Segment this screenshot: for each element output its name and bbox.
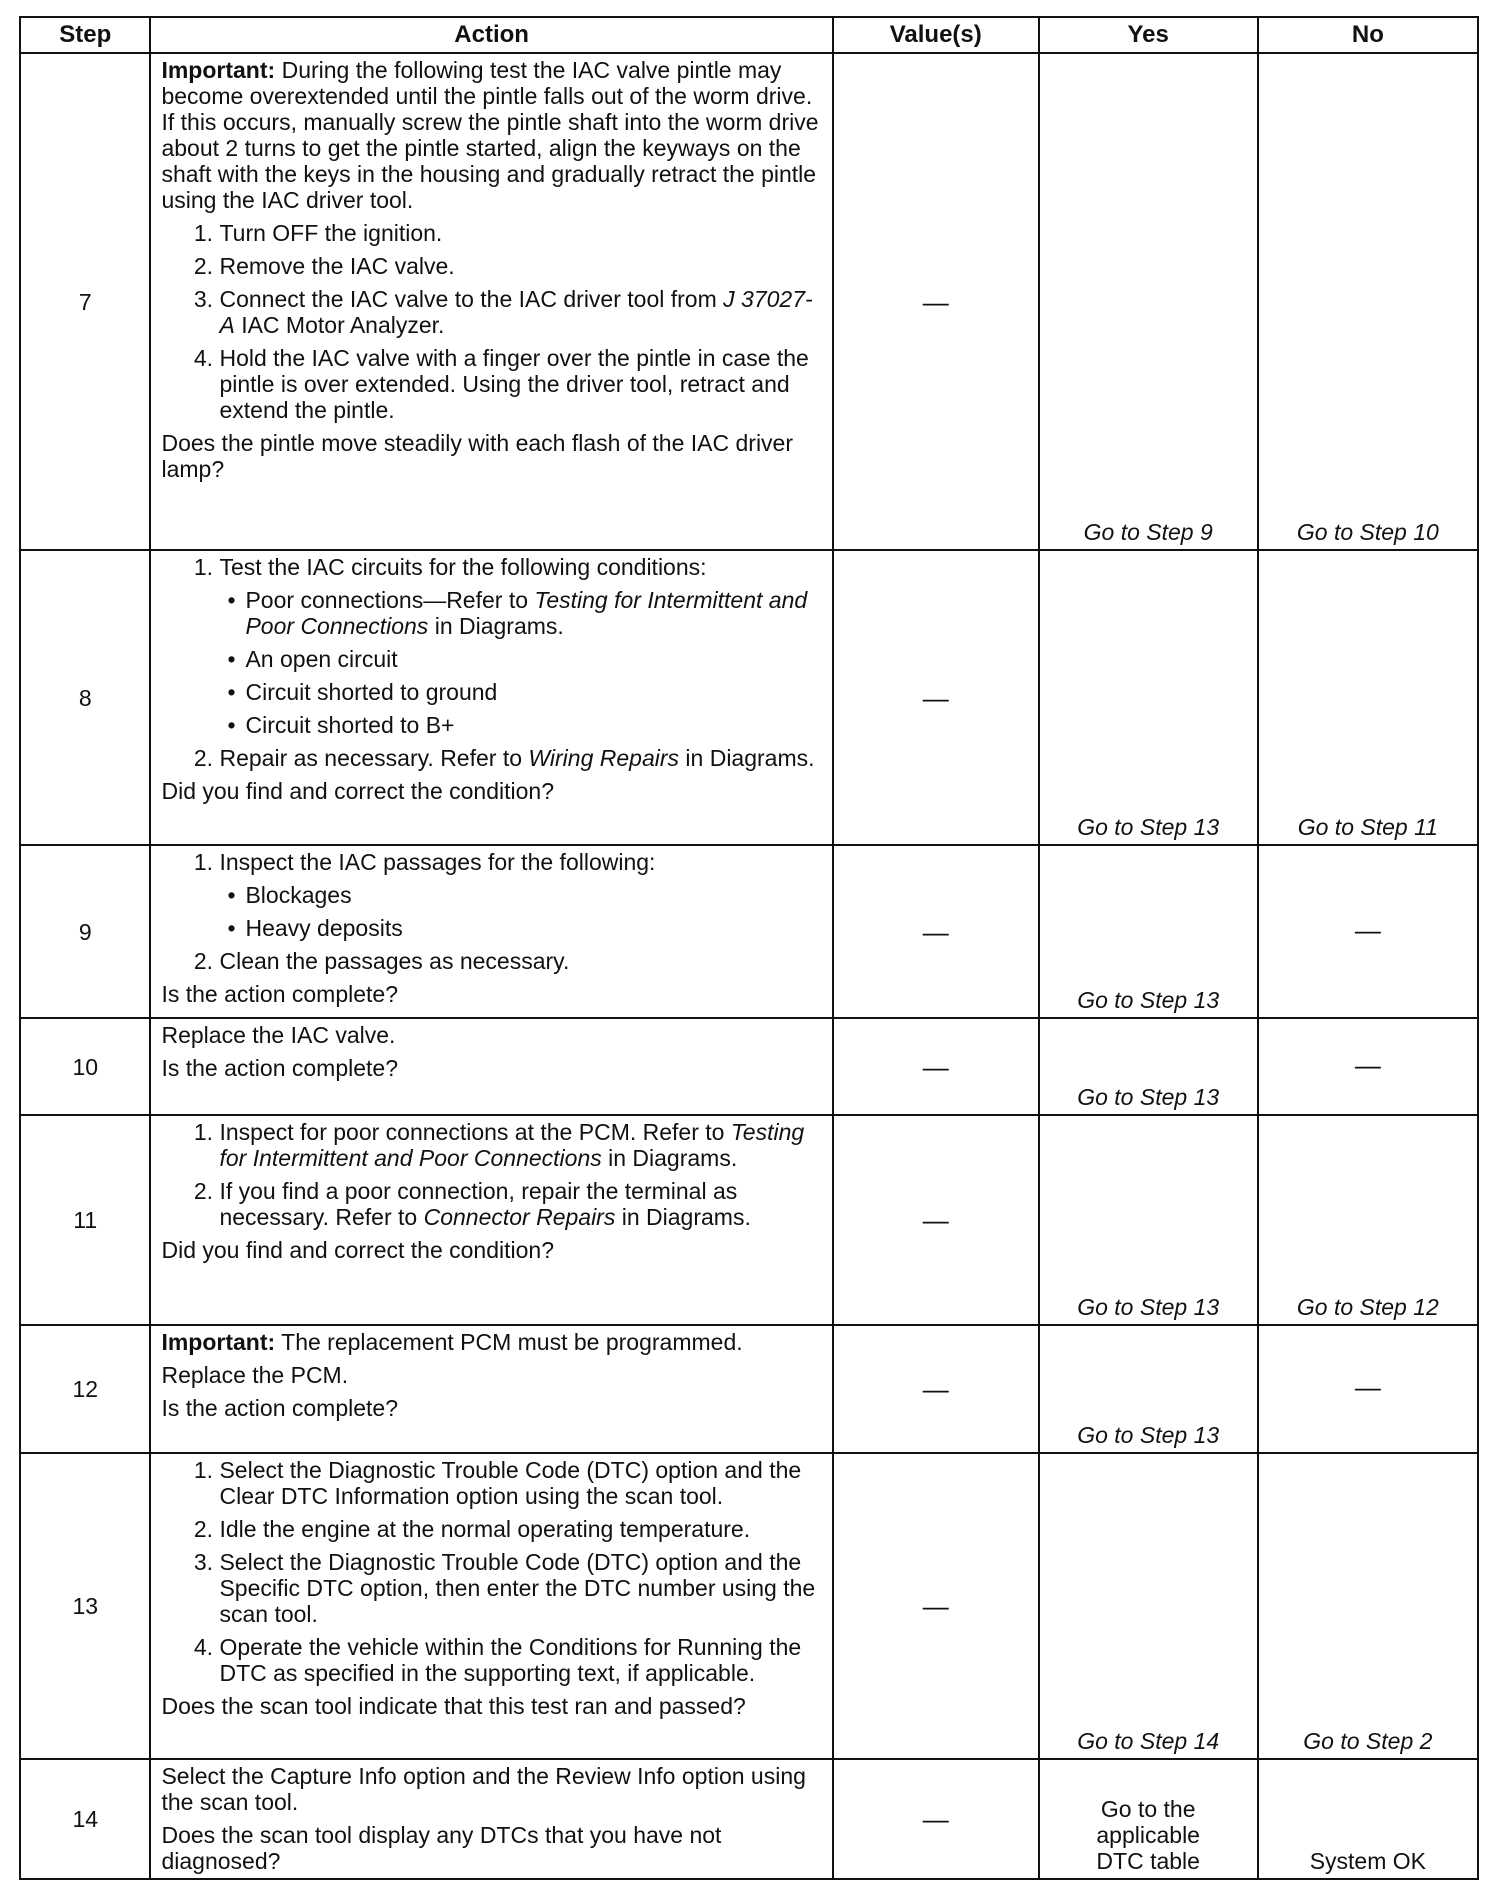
table-row-step-12 <box>20 1325 1478 1453</box>
text-run: in Diagrams. <box>428 613 564 639</box>
table-row-step-8 <box>20 550 1478 845</box>
action-text: Replace the IAC valve. <box>161 1022 396 1048</box>
bullet-item: • Heavy deposits <box>245 915 823 941</box>
list-item: 1. Turn OFF the ignition. <box>219 220 823 246</box>
steps-list <box>161 1457 823 1686</box>
yes-cell: Go to Step 13 <box>1039 1325 1258 1453</box>
value-cell: — <box>833 1018 1039 1115</box>
step-number: 11 <box>20 1115 150 1325</box>
action-cell <box>150 53 832 550</box>
step-number: 12 <box>20 1325 150 1453</box>
bullet-list <box>219 882 823 941</box>
steps-list <box>161 849 823 974</box>
diagnostic-table <box>19 16 1479 1880</box>
header-values: Value(s) <box>833 17 1039 53</box>
action-text: Select the Capture Info option and the Review Info option using the scan tool. <box>161 1763 806 1815</box>
doc-reference: Connector Repairs <box>423 1204 616 1230</box>
yes-cell: Go to Step 14 <box>1039 1453 1258 1759</box>
question: Does the pintle move steadily with each flash of the IAC driver lamp? <box>161 430 794 482</box>
no-cell: — <box>1258 1018 1478 1115</box>
text-run: Test the IAC circuits for the following conditions: <box>219 554 707 580</box>
text-run: in Diagrams. <box>615 1204 751 1230</box>
question: Is the action complete? <box>161 981 398 1007</box>
list-item <box>219 554 823 738</box>
question: Is the action complete? <box>161 1395 398 1421</box>
value-cell: — <box>833 1115 1039 1325</box>
no-cell: Go to Step 12 <box>1258 1115 1478 1325</box>
no-cell: System OK <box>1258 1759 1478 1879</box>
table-row-step-14 <box>20 1759 1478 1879</box>
list-item: 3. Select the Diagnostic Trouble Code (DTC) option and the Specific DTC option, then enter the DTC number using the scan tool. <box>219 1549 823 1627</box>
important-label: Important: <box>161 1329 276 1355</box>
bullet-item: • An open circuit <box>245 646 823 672</box>
list-item: 2. Remove the IAC valve. <box>219 253 823 279</box>
steps-list <box>161 1119 823 1230</box>
list-item <box>219 745 823 771</box>
bullet-list <box>219 587 823 738</box>
no-cell: — <box>1258 845 1478 1018</box>
value-cell: — <box>833 1325 1039 1453</box>
step-number: 7 <box>20 53 150 550</box>
list-item: 2. Clean the passages as necessary. <box>219 948 823 974</box>
step-number: 13 <box>20 1453 150 1759</box>
question: Does the scan tool indicate that this test ran and passed? <box>161 1693 746 1719</box>
yes-cell: Go to the applicable DTC table <box>1039 1759 1258 1879</box>
text-run: IAC Motor Analyzer. <box>234 312 445 338</box>
no-cell: Go to Step 11 <box>1258 550 1478 845</box>
text-run: If you find a poor connection, repair the terminal as necessary. Refer to <box>219 1178 738 1230</box>
step-number: 8 <box>20 550 150 845</box>
bullet-item <box>245 587 823 639</box>
important-text: The replacement PCM must be programmed. <box>275 1329 743 1355</box>
important-label: Important: <box>161 57 276 83</box>
doc-reference: Testing for Intermittent and Poor Connections <box>245 587 808 639</box>
text-run: Connect the IAC valve to the IAC driver tool from <box>219 286 724 312</box>
text-run: in Diagrams. <box>601 1145 738 1171</box>
action-cell <box>150 1115 832 1325</box>
question: Is the action complete? <box>161 1055 398 1081</box>
list-item: 2. Idle the engine at the normal operating temperature. <box>219 1516 823 1542</box>
no-cell: Go to Step 10 <box>1258 53 1478 550</box>
value-cell: — <box>833 1759 1039 1879</box>
list-item <box>219 1119 823 1171</box>
yes-cell: Go to Step 13 <box>1039 1115 1258 1325</box>
no-cell: Go to Step 2 <box>1258 1453 1478 1759</box>
yes-cell: Go to Step 13 <box>1039 550 1258 845</box>
list-item <box>219 849 823 941</box>
important-text: During the following test the IAC valve pintle may become overextended until the pintle falls out of the worm drive. If this occurs, manually screw the pintle shaft into the worm drive about 2 turns to get the pintle started, align the keyways on the shaft with the keys in the housing and gradually retract the pintle using the IAC driver tool. <box>161 57 819 213</box>
table-row-step-10 <box>20 1018 1478 1115</box>
step-number: 14 <box>20 1759 150 1879</box>
value-cell: — <box>833 53 1039 550</box>
action-cell <box>150 1759 832 1879</box>
question: Did you find and correct the condition? <box>161 778 554 804</box>
important-note <box>161 1329 823 1355</box>
steps-list <box>161 220 823 423</box>
yes-cell: Go to Step 9 <box>1039 53 1258 550</box>
text-run: in Diagrams. <box>679 745 815 771</box>
header-row <box>20 17 1478 53</box>
table-row-step-9 <box>20 845 1478 1018</box>
doc-reference: Testing for Intermittent and Poor Connections <box>219 1119 805 1171</box>
list-item <box>219 286 823 338</box>
table-row-step-13 <box>20 1453 1478 1759</box>
important-note <box>161 57 823 213</box>
bullet-item: • Blockages <box>245 882 823 908</box>
action-text: Replace the PCM. <box>161 1362 349 1388</box>
header-yes: Yes <box>1039 17 1258 53</box>
text-run: Inspect the IAC passages for the following: <box>219 849 656 875</box>
list-item: 4. Operate the vehicle within the Conditions for Running the DTC as specified in the supporting text, if applicable. <box>219 1634 823 1686</box>
header-no: No <box>1258 17 1478 53</box>
text-run: Poor connections—Refer to <box>245 587 535 613</box>
step-number: 10 <box>20 1018 150 1115</box>
action-cell <box>150 845 832 1018</box>
list-item: 4. Hold the IAC valve with a finger over the pintle in case the pintle is over extended. Using the driver tool, retract and extend the pintle. <box>219 345 823 423</box>
bullet-item: • Circuit shorted to ground <box>245 679 823 705</box>
doc-reference: Wiring Repairs <box>528 745 680 771</box>
table-row-step-7 <box>20 53 1478 550</box>
value-cell: — <box>833 1453 1039 1759</box>
tool-reference: J 37027-A <box>219 286 813 338</box>
value-cell: — <box>833 550 1039 845</box>
header-action: Action <box>150 17 832 53</box>
yes-cell: Go to Step 13 <box>1039 1018 1258 1115</box>
action-cell <box>150 1453 832 1759</box>
question: Did you find and correct the condition? <box>161 1237 554 1263</box>
action-cell <box>150 550 832 845</box>
steps-list <box>161 554 823 771</box>
value-cell: — <box>833 845 1039 1018</box>
action-cell <box>150 1325 832 1453</box>
yes-cell: Go to Step 13 <box>1039 845 1258 1018</box>
question: Does the scan tool display any DTCs that you have not diagnosed? <box>161 1822 722 1874</box>
bullet-item: • Circuit shorted to B+ <box>245 712 823 738</box>
step-number: 9 <box>20 845 150 1018</box>
diagnostic-table-sheet <box>19 16 1479 1880</box>
list-item <box>219 1178 823 1230</box>
action-cell <box>150 1018 832 1115</box>
text-run: Inspect for poor connections at the PCM. Refer to <box>219 1119 731 1145</box>
no-cell: — <box>1258 1325 1478 1453</box>
header-step: Step <box>20 17 150 53</box>
text-run: Repair as necessary. Refer to <box>219 745 529 771</box>
list-item: 1. Select the Diagnostic Trouble Code (DTC) option and the Clear DTC Information option using the scan tool. <box>219 1457 823 1509</box>
table-row-step-11 <box>20 1115 1478 1325</box>
